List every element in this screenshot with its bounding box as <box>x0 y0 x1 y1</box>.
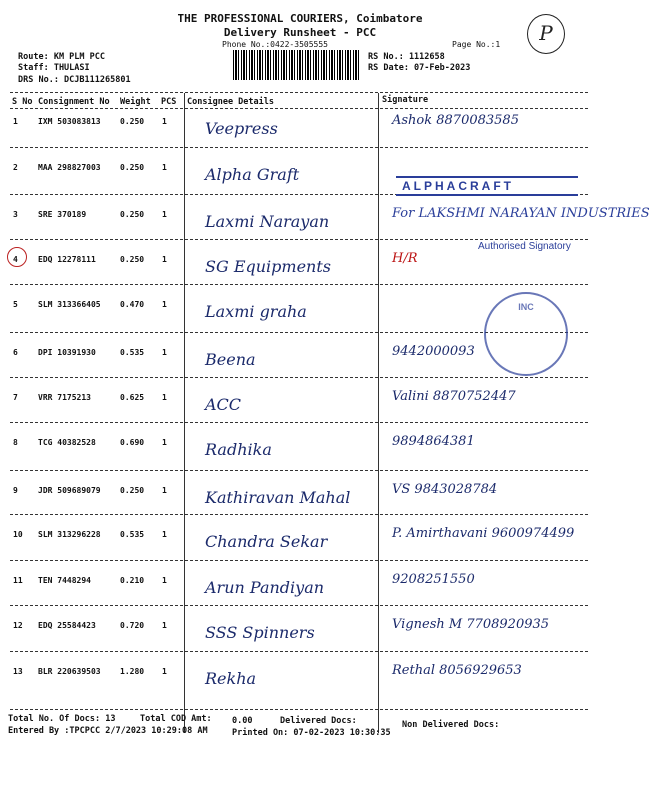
row-consignment-no: EDQ 12278111 <box>38 255 96 264</box>
row-weight: 0.625 <box>120 393 145 402</box>
row-pcs: 1 <box>162 210 167 219</box>
row-sno: 5 <box>13 300 18 309</box>
row-signature: Rethal 8056929653 <box>392 663 522 678</box>
row-consignee: Laxmi Narayan <box>205 212 330 231</box>
row-separator <box>10 560 588 561</box>
row-separator <box>10 147 588 148</box>
drs-number: DRS No.: DCJB111265801 <box>18 75 131 85</box>
row-signature: 9894864381 <box>392 434 475 449</box>
row-weight: 0.690 <box>120 438 145 447</box>
row-signature: Vignesh M 7708920935 <box>392 617 550 632</box>
total-cod-label: Total COD Amt: <box>140 714 212 724</box>
row-pcs: 1 <box>162 348 167 357</box>
row-sno: 3 <box>13 210 18 219</box>
row-consignee: Rekha <box>205 669 257 688</box>
row-signature: 9442000093 <box>392 344 475 359</box>
row-weight: 0.470 <box>120 300 145 309</box>
circled-row-4-mark <box>7 247 27 267</box>
total-docs: Total No. Of Docs: 13 <box>8 714 116 724</box>
col-weight: Weight <box>120 97 151 107</box>
row-weight: 1.280 <box>120 667 145 676</box>
header-top-rule <box>10 92 588 93</box>
row-consignment-no: EDQ 25584423 <box>38 621 96 630</box>
document-title: Delivery Runsheet - PCC <box>223 26 377 39</box>
row-consignee: Beena <box>205 350 256 369</box>
row-weight: 0.250 <box>120 486 145 495</box>
circled-p-mark: P <box>527 14 565 54</box>
row-pcs: 1 <box>162 530 167 539</box>
row-weight: 0.250 <box>120 163 145 172</box>
row-separator <box>10 470 588 471</box>
row-sno: 11 <box>13 576 23 585</box>
row-signature: P. Amirthavani 9600974499 <box>392 526 575 541</box>
header-bottom-rule <box>10 108 588 109</box>
row-weight: 0.250 <box>120 210 145 219</box>
row-consignment-no: TCG 40382528 <box>38 438 96 447</box>
row-pcs: 1 <box>162 117 167 126</box>
row-consignment-no: TEN 7448294 <box>38 576 91 585</box>
row-consignee: Kathiravan Mahal <box>205 488 351 507</box>
row-sno: 6 <box>13 348 18 357</box>
row-consignee: SG Equipments <box>205 257 331 276</box>
row-consignment-no: SLM 313366405 <box>38 300 101 309</box>
row-consignment-no: JDR 509689079 <box>38 486 101 495</box>
row-consignment-no: IXM 503083813 <box>38 117 101 126</box>
row-separator <box>10 651 588 652</box>
column-divider-consignee <box>184 93 185 733</box>
col-signature: Signature <box>382 95 429 105</box>
seal-text: INC <box>518 302 534 312</box>
row-signature: 9208251550 <box>392 572 475 587</box>
footer-rule <box>10 709 588 710</box>
row-consignment-no: SRE 370189 <box>38 210 87 219</box>
row-sno: 9 <box>13 486 18 495</box>
row-pcs: 1 <box>162 300 167 309</box>
row-consignee: Laxmi graha <box>205 302 307 321</box>
rs-date: RS Date: 07-Feb-2023 <box>368 63 471 73</box>
barcode-image <box>233 50 361 80</box>
row-weight: 0.210 <box>120 576 145 585</box>
route-label: Route: KM PLM PCC <box>18 52 105 62</box>
row-pcs: 1 <box>162 486 167 495</box>
row-weight: 0.250 <box>120 255 145 264</box>
row-sno: 12 <box>13 621 23 630</box>
delivered-docs: Delivered Docs: <box>280 716 357 726</box>
row-consignment-no: MAA 298827003 <box>38 163 101 172</box>
col-pcs: PCS <box>161 97 177 107</box>
phone-number: Phone No.:0422-3505555 <box>222 40 328 49</box>
row-separator <box>10 377 588 378</box>
row-consignment-no: BLR 220639503 <box>38 667 101 676</box>
row-consignee: Veepress <box>205 119 278 138</box>
row-signature: H/R <box>392 251 418 266</box>
col-sno: S No <box>12 97 33 107</box>
row-sno: 4 <box>13 255 18 264</box>
row-consignee: Alpha Graft <box>205 165 300 184</box>
staff-label: Staff: THULASI <box>18 63 90 73</box>
row-pcs: 1 <box>162 438 167 447</box>
row-consignment-no: VRR 7175213 <box>38 393 91 402</box>
company-seal <box>484 292 568 376</box>
row-separator <box>10 605 588 606</box>
row-separator <box>10 514 588 515</box>
row-consignee: Arun Pandiyan <box>205 578 325 597</box>
column-divider-signature <box>378 93 379 733</box>
row-separator <box>10 422 588 423</box>
authorised-signatory-stamp: Authorised Signatory <box>478 241 571 252</box>
row-separator <box>10 239 588 240</box>
row-sno: 2 <box>13 163 18 172</box>
entered-by: Entered By :TPCPCC 2/7/2023 10:29:08 AM <box>8 726 208 736</box>
row-consignment-no: SLM 313296228 <box>38 530 101 539</box>
row-signature: VS 9843028784 <box>392 482 498 497</box>
row-consignee: ACC <box>205 395 242 414</box>
row-pcs: 1 <box>162 163 167 172</box>
printed-on: Printed On: 07-02-2023 10:30:35 <box>232 728 391 738</box>
row-sno: 13 <box>13 667 23 676</box>
row-signature: Valini 8870752447 <box>392 389 516 404</box>
row-pcs: 1 <box>162 667 167 676</box>
total-cod-value: 0.00 <box>232 716 253 726</box>
col-consignment: Consignment No <box>38 97 110 107</box>
row-sno: 7 <box>13 393 18 402</box>
row-weight: 0.720 <box>120 621 145 630</box>
row-signature: Ashok 8870083585 <box>392 113 519 128</box>
row-weight: 0.535 <box>120 530 145 539</box>
row-pcs: 1 <box>162 393 167 402</box>
row-weight: 0.250 <box>120 117 145 126</box>
row-weight: 0.535 <box>120 348 145 357</box>
row-sno: 1 <box>13 117 18 126</box>
row-consignee: Radhika <box>205 440 272 459</box>
row-sno: 8 <box>13 438 18 447</box>
row-sno: 10 <box>13 530 23 539</box>
col-consignee: Consignee Details <box>187 97 274 107</box>
row-consignment-no: DPI 10391930 <box>38 348 96 357</box>
row-consignee: SSS Spinners <box>205 623 315 642</box>
non-delivered-docs: Non Delivered Docs: <box>402 720 500 730</box>
row-separator <box>10 284 588 285</box>
row-signature: For LAKSHMI NARAYAN INDUSTRIES <box>392 206 650 221</box>
alphacraft-stamp: ALPHACRAFT <box>396 176 578 196</box>
company-name: THE PROFESSIONAL COURIERS, Coimbatore <box>177 12 423 25</box>
row-pcs: 1 <box>162 255 167 264</box>
row-consignee: Chandra Sekar <box>205 532 328 551</box>
rs-number: RS No.: 1112658 <box>368 52 445 62</box>
row-pcs: 1 <box>162 621 167 630</box>
page-number: Page No.:1 <box>452 40 501 49</box>
row-pcs: 1 <box>162 576 167 585</box>
